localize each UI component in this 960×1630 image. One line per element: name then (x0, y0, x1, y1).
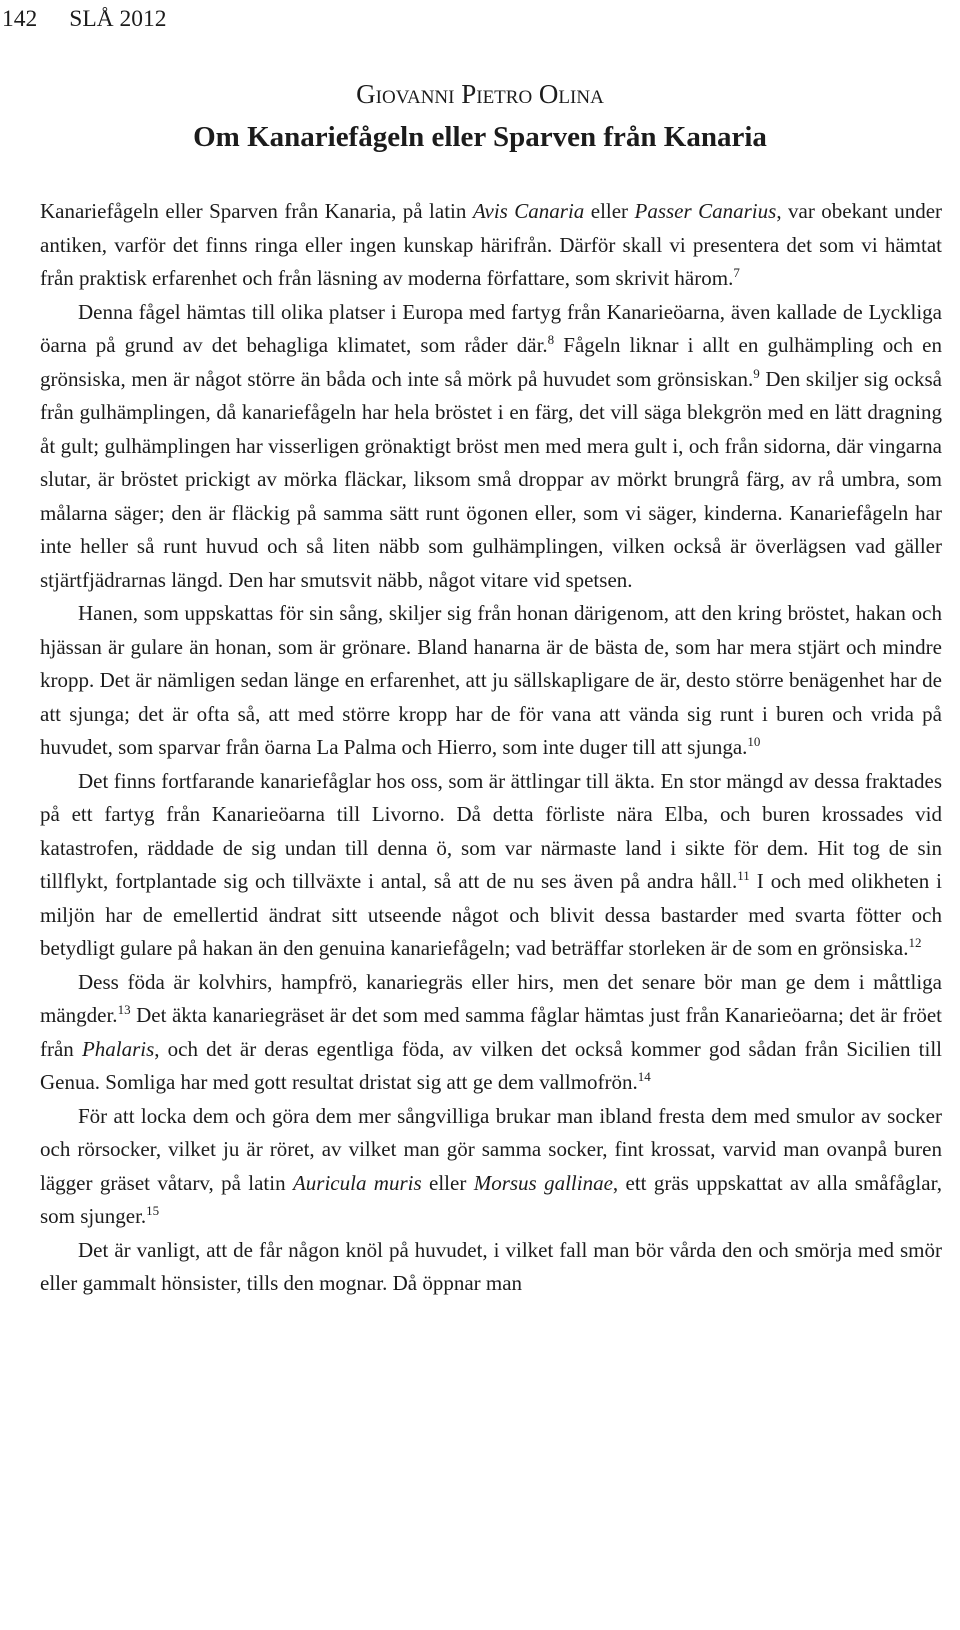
footnote-reference: 8 (547, 332, 555, 347)
body-paragraph (40, 966, 942, 1100)
paragraph-text: Det äkta kanariegräset är det som med samma fåglar hämtas just från Kanarieöarna; det är fröet från (40, 1003, 942, 1061)
italic-term: Morsus gallinae (473, 1170, 613, 1195)
running-header (2, 4, 167, 34)
paragraph-text: Den skiljer sig också från gulhämplingen, då kanariefågeln har hela bröstet i en färg, det vill säga blekgrön med en lätt dragning åt gult; gulhämplingen har visserligen grönaktigt bröst men med mera gult i, och från sidorna, där vingarna slutar, är bröstet prickigt av mörka fläckar, liksom små droppar av mörkt brungrå färg, av rå umbra, som målarna säger; den är fläckig på samma sätt runt ögonen eller, som vi säger, kinderna. Kanariefågeln har inte heller så runt huvud och så liten näbb som gulhämplingen, vilken också är överlägsen vad gäller stjärtfjädrarnas längd. Den har smutsvit näbb, något vitare vid spetsen. (40, 366, 942, 592)
body-paragraph (40, 1100, 942, 1234)
paragraph-text: Det är vanligt, att de får någon knöl på huvudet, i vilket fall man bör vårda den och smörja med smör eller gammalt hönsister, tills den mognar. Då öppnar man (40, 1237, 942, 1295)
paragraph-text: Fågeln liknar i allt en gulhämpling och en grönsiska, men är något större än båda och inte så mörk på huvudet som grönsiskan. (40, 333, 942, 391)
body-paragraph (40, 195, 942, 296)
paragraph-text: eller (584, 199, 635, 223)
footnote-reference: 15 (146, 1203, 160, 1218)
footnote-reference: 13 (117, 1002, 131, 1017)
italic-term: Auricula muris (292, 1170, 422, 1195)
paragraph-text: I och med olikheten i miljön har de emellertid ändrat sitt utseende något och blivit dessa bastarder med svarta fötter och betydligt gulare på hakan än den genuina kanariefågeln; vad beträffar storleken är de som en grönsiska. (40, 869, 943, 960)
paragraph-text: , ett gräs uppskattat av alla småfåglar, som sjunger. (40, 1170, 942, 1228)
author-name: Giovanni Pietro Olina (356, 79, 604, 109)
paragraph-text: eller (421, 1170, 474, 1195)
running-title: SLÅ 2012 (69, 6, 167, 32)
footnote-reference: 9 (753, 365, 760, 381)
italic-term: Passer Canarius (634, 199, 777, 223)
paragraph-text: , och det är deras egentliga föda, av vilken det också kommer god sådan från Sicilien till Genua. Somliga har med gott resultat dristat sig att ge dem vallmofrön. (40, 1036, 942, 1094)
paragraph-text: Hanen, som uppskattas för sin sång, skiljer sig från honan därigenom, att den kring bröstet, hakan och hjässan är gulare än honan, som är grönare. Bland hanarna är de bästa de, som har mera stjärt och mindre kropp. Det är nämligen sedan länge en erfarenhet, att ju sällskapligare de är, desto större benägenhet har de att sjunga; det är ofta så, att med större kropp har de för vana att vända sig runt i buren och vrida på huvudet, som sparvar från öarna La Palma och Hierro, som inte duger till att sjunga. (40, 601, 942, 759)
article-title: Om Kanariefågeln eller Sparven från Kanaria (193, 121, 767, 153)
page-number: 142 (2, 6, 38, 32)
paragraph-text: Dess föda är kolvhirs, hampfrö, kanariegräs eller hirs, men det senare bör man ge dem i måttliga mängder. (40, 969, 942, 1027)
footnote-reference: 7 (733, 265, 740, 280)
footnote-reference: 14 (637, 1069, 651, 1084)
footnote-reference: 10 (747, 734, 761, 749)
paragraph-text: Denna fågel hämtas till olika platser i Europa med fartyg från Kanarieöarna, även kallade de Lyckliga öarna på grund av det behagliga klimatet, som råder där. (40, 299, 942, 357)
italic-term: Avis Canaria (472, 199, 585, 223)
paragraph-text: För att locka dem och göra dem mer sångvilliga brukar man ibland fresta dem med smulor av socker och rörsocker, vilket ju är röret, av vilket man gör samma socker, fint krossat, varvid man ovanpå buren lägger gräset våtarv, på latin (40, 1103, 942, 1195)
paragraph-text: Kanariefågeln eller Sparven från Kanaria, på latin (40, 199, 473, 223)
body-paragraph (40, 1234, 942, 1301)
italic-term: Phalaris (81, 1036, 155, 1061)
paragraph-text: Det finns fortfarande kanariefåglar hos oss, som är ättlingar till äkta. En stor mängd av dessa fraktades på ett fartyg från Kanarieöarna till Livorno. Då detta förliste nära Elba, och buren krossades vid katastrofen, räddade de sig undan till denna ö, som var närmaste land i sikte för dem. Hit tog de sin tillflykt, fortplantade sig och tillväxte i antal, så att de nu ses även på andra håll. (40, 768, 942, 893)
footnote-reference: 11 (737, 868, 750, 883)
body-paragraph (40, 765, 942, 966)
footnote-reference: 12 (908, 935, 922, 950)
body-paragraph (40, 597, 942, 765)
article-body (40, 195, 942, 1301)
body-paragraph (40, 296, 942, 598)
paragraph-text: , var obekant under antiken, varför det finns ringa eller ingen kunskap härifrån. Därför skall vi presentera det som vi hämtat från praktisk erfarenhet och från läsning av moderna författare, som skrivit härom. (40, 199, 943, 290)
